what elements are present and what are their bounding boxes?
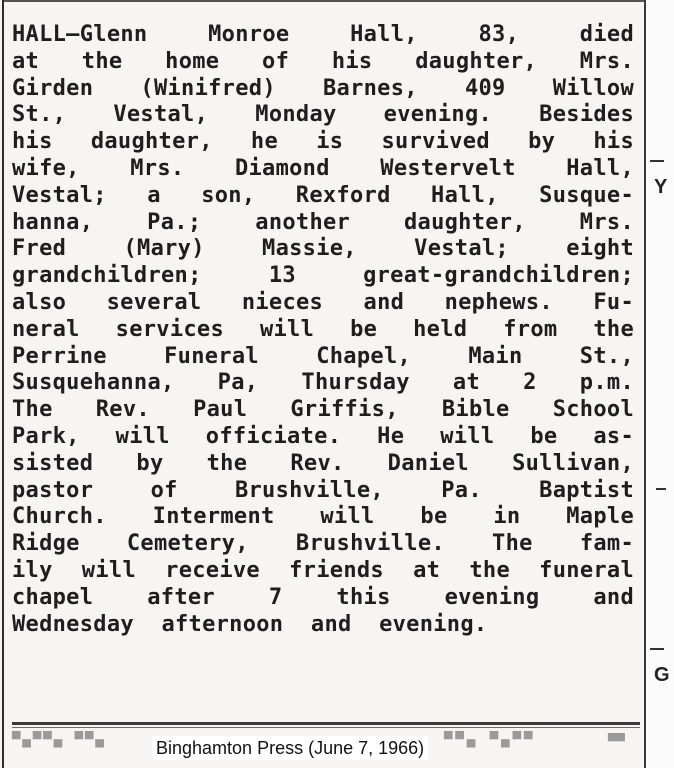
obituary-line: Church. Interment will be in Maple xyxy=(12,504,634,530)
obituary-line: Vestal; a son, Rexford Hall, Susque- xyxy=(12,182,634,208)
obituary-line: Wednesday afternoon and evening. xyxy=(12,611,488,637)
obituary-line: Ridge Cemetery, Brushville. The fam- xyxy=(12,531,634,557)
obituary-line: chapel after 7 this evening and xyxy=(12,584,634,610)
obituary-line: sisted by the Rev. Daniel Sullivan, xyxy=(12,450,634,476)
obituary-line: his daughter, he is survived by his xyxy=(12,129,634,155)
adjacent-dash xyxy=(656,488,666,490)
obituary-line: wife, Mrs. Diamond Westervelt Hall, xyxy=(12,155,634,181)
obituary-line: Fred (Mary) Massie, Vestal; eight xyxy=(12,236,634,262)
adjacent-column xyxy=(646,0,674,768)
left-column-rule xyxy=(2,0,4,768)
obituary-line: Susquehanna, Pa, Thursday at 2 p.m. xyxy=(12,370,634,396)
obituary-line: also several nieces and nephews. Fu- xyxy=(12,289,634,315)
obituary-line: HALL—Glenn Monroe Hall, 83, died xyxy=(12,22,634,47)
bottom-rule xyxy=(12,722,640,725)
obituary-line: ily will receive friends at the funeral xyxy=(12,557,634,583)
faded-print-fragment: ▀▄▀▀▄ ▀▀▄ xyxy=(12,732,106,748)
adjacent-letter: G xyxy=(654,664,670,686)
source-caption: Binghamton Press (June 7, 1966) xyxy=(152,736,428,760)
top-rule xyxy=(2,0,644,2)
obituary-line: pastor of Brushville, Pa. Baptist xyxy=(12,477,634,503)
obituary-line: The Rev. Paul Griffis, Bible School xyxy=(12,397,634,423)
adjacent-dash xyxy=(650,648,664,650)
obituary-line: grandchildren; 13 great-grandchildren; xyxy=(12,263,634,289)
obituary-text xyxy=(12,22,634,638)
obituary-line: Girden (Winifred) Barnes, 409 Willow xyxy=(12,75,634,101)
obituary-line: at the home of his daughter, Mrs. xyxy=(12,48,634,74)
bottom-rule-thin xyxy=(12,727,640,728)
obituary-line: St., Vestal, Monday evening. Besides xyxy=(12,102,634,128)
adjacent-letter: Y xyxy=(654,176,668,198)
adjacent-dash xyxy=(650,160,664,162)
faded-print-fragment: ▀▀▄ ▀▄▀▀ xyxy=(444,732,536,748)
obituary-line: Perrine Funeral Chapel, Main St., xyxy=(12,343,634,369)
faded-print-fragment: ▀▀ xyxy=(608,734,625,750)
obituary-line: hanna, Pa.; another daughter, Mrs. xyxy=(12,209,634,235)
obituary-line: neral services will be held from the xyxy=(12,316,634,342)
obituary-line: Park, will officiate. He will be as- xyxy=(12,423,634,449)
